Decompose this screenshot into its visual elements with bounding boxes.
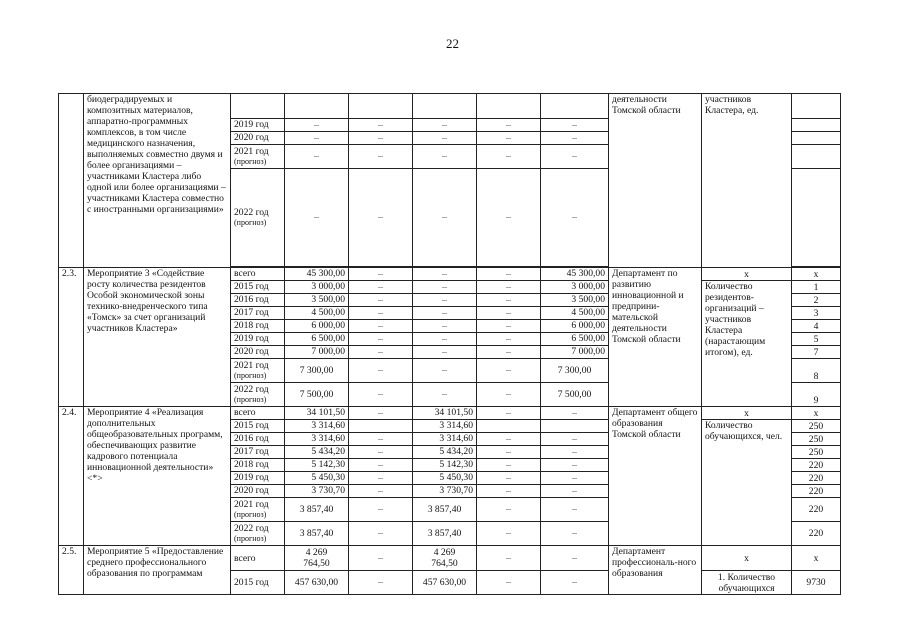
table-row: 2020 год 7 000,00 – – – 7 000,00 7 [59,346,841,359]
table-row: 2021 год (прогноз) 7 300,00 – – – 7 300,00 8 [59,359,841,383]
year-cell: всего [231,407,285,420]
activity-description: Мероприятие 5 «Предоставление среднего профессионального образования по программам [84,546,231,595]
table-row: 2018 год 6 000,00 – – – 6 000,00 4 [59,320,841,333]
year-cell: 2020 год [231,346,285,359]
year-cell: 2015 год [231,571,285,595]
year-cell: 2021 год (прогноз) [231,145,285,169]
year-cell: 2022 год (прогноз) [231,522,285,546]
executor-cell: Департамент общего образования Томской области [609,407,702,546]
executor-cell: деятельности Томской области [609,94,702,268]
table-row: 2017 год 5 434,20 – 5 434,20 – – 250 [59,446,841,459]
year-cell: 2015 год [231,420,285,433]
row-number: 2.4. [59,407,84,546]
table-row: 2016 год 3 314,60 – 3 314,60 – – 250 [59,433,841,446]
table-row: 2019 год 6 500,00 – – – 6 500,00 5 [59,333,841,346]
executor-cell: Департамент по развитию инновационной и предприни-мательской деятельности Томской области [609,268,702,407]
table-row: 2022 год (прогноз) 7 500,00 – – – 7 500,00 9 [59,383,841,407]
table-row: 2021 год (прогноз) – – – – – [59,145,841,169]
table-row: 2019 год – – – – – [59,119,841,132]
year-cell: всего [231,546,285,571]
table-row [59,94,841,119]
year-cell: 2018 год [231,320,285,333]
activity-description: Мероприятие 3 «Содействие росту количества резидентов Особой экономической зоны технико-внедренческого типа «Томск» за счет организаций участников Кластера» [84,268,231,407]
indicator-name: Количество резидентов-организаций – участников Кластера (нарастающим итогом), ед. [702,281,792,407]
table-row: 2016 год 3 500,00 – – – 3 500,00 2 [59,294,841,307]
year-cell: 2019 год [231,472,285,485]
table-row: 2.4. Мероприятие 4 «Реализация дополнительных общеобразовательных программ, обеспечивающих развитие кадрового потенциала инновационной деятельности» <*> всего 34 101,50 – 34 101,50 – – Департамент общего образования Томской области x x [59,407,841,420]
year-cell: 2016 год [231,294,285,307]
page-number: 22 [446,36,459,51]
table-row: 2018 год 5 142,30 – 5 142,30 – – 220 [59,459,841,472]
table-row: 2015 год 457 630,00 – 457 630,00 – – 1. Количество обучающихся 9730 [59,571,841,595]
year-cell: 2019 год [231,119,285,132]
table-row: 2021 год (прогноз) 3 857,40 – 3 857,40 – – 220 [59,498,841,522]
year-cell: всего [231,268,285,281]
year-cell: 2018 год [231,459,285,472]
indicator-name: 1. Количество обучающихся [702,571,792,595]
activity-description: Мероприятие 4 «Реализация дополнительных общеобразовательных программ, обеспечивающих развитие кадрового потенциала инновационной деятельности» <*> [84,407,231,546]
table-row: 2022 год (прогноз) 3 857,40 – 3 857,40 – – 220 [59,522,841,546]
year-cell: 2020 год [231,132,285,145]
table-row: 2020 год – – – – – [59,132,841,145]
table-row: 2022 год (прогноз) – – – – – [59,169,841,267]
activity-description: биодеградируемых и композитных материалов, аппаратно-программных комплексов, в том числе медицинского назначения, выполняемых совместно двумя и более организациями – участниками Кластера либо одной или более организациями – участниками Кластера совместно с иностранными организациями» [84,94,231,268]
executor-cell: Департамент профессиональ-ного образования [609,546,702,595]
year-cell: 2021 год (прогноз) [231,359,285,383]
table-row: 2015 год 3 000,00 – – – 3 000,00 Количество резидентов-организаций – участников Кластера (нарастающим итогом), ед. 1 [59,281,841,294]
year-cell: 2020 год [231,485,285,498]
indicator-name: Количество обучающихся, чел. [702,420,792,546]
row-number: 2.3. [59,268,84,407]
year-cell: 2017 год [231,307,285,320]
year-cell: 2022 год (прогноз) [231,169,285,267]
program-table [58,93,841,595]
year-cell: 2017 год [231,446,285,459]
table-row: 2017 год 4 500,00 – – – 4 500,00 3 [59,307,841,320]
table-row: 2019 год 5 450,30 – 5 450,30 – – 220 [59,472,841,485]
table-row: 2.3. Мероприятие 3 «Содействие росту количества резидентов Особой экономической зоны технико-внедренческого типа «Томск» за счет организаций участников Кластера» всего 45 300,00 – – – 45 300,00 Департамент по развитию инновационной и предприни-мательской деятельности Томской области x x [59,268,841,281]
table-row: 2015 год 3 314,60 3 314,60 Количество обучающихся, чел. 250 [59,420,841,433]
year-cell: 2022 год (прогноз) [231,383,285,407]
table-row: 2020 год 3 730,70 – 3 730,70 – – 220 [59,485,841,498]
indicator-name: участников Кластера, ед. [702,94,792,268]
year-cell: 2016 год [231,433,285,446]
row-number: 2.5. [59,546,84,595]
year-cell: 2021 год (прогноз) [231,498,285,522]
year-cell: 2019 год [231,333,285,346]
table-row: 2.5. Мероприятие 5 «Предоставление среднего профессионального образования по программам всего 4 269 764,50 – 4 269 764,50 – – Департамент профессиональ-ного образования x x [59,546,841,571]
year-cell: 2015 год [231,281,285,294]
